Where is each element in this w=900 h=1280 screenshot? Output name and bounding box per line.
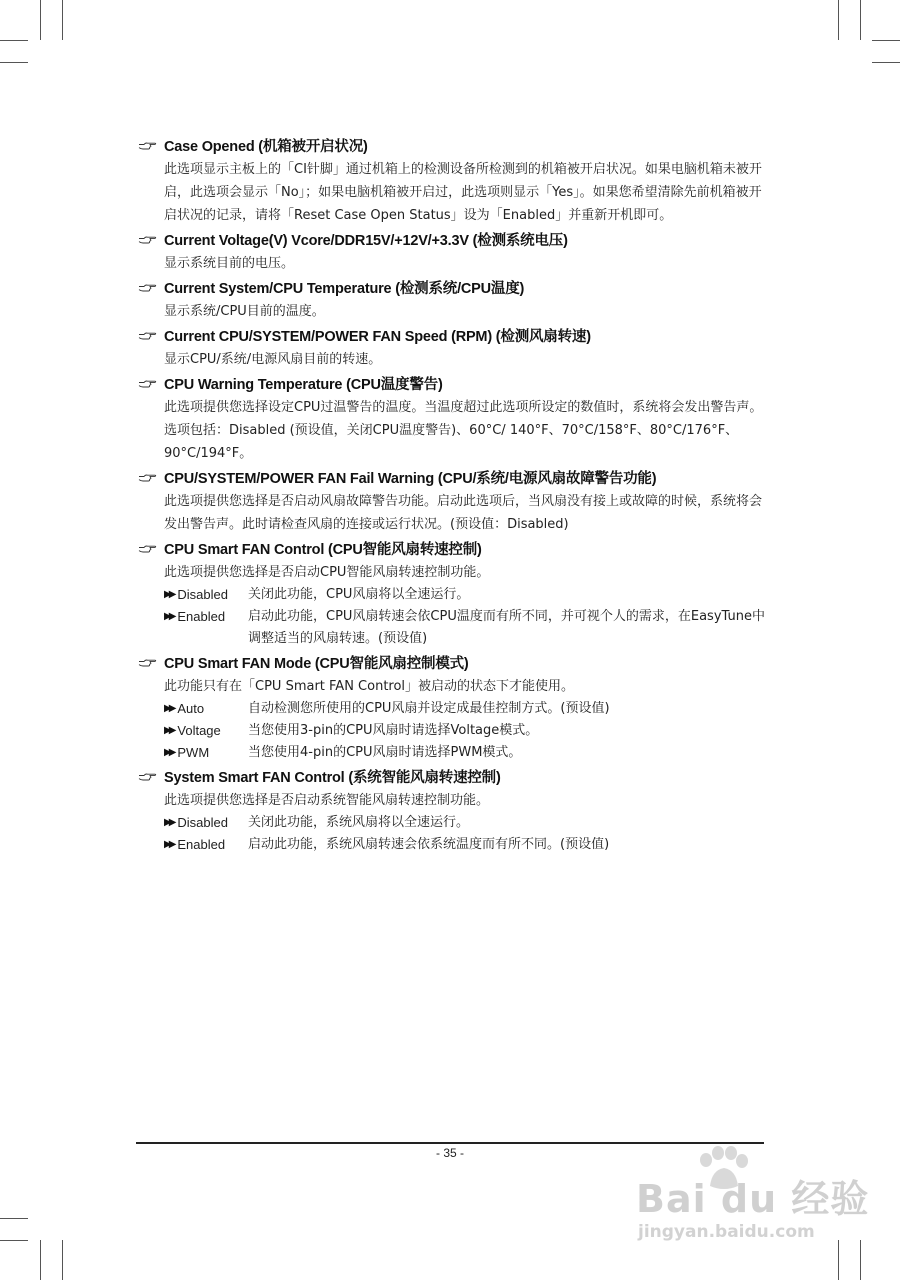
pointing-hand-icon <box>138 283 164 293</box>
crop-mark <box>62 1240 63 1280</box>
option-key <box>164 742 248 764</box>
option-row <box>164 606 766 650</box>
setting-heading <box>138 275 766 300</box>
setting-body <box>138 561 766 650</box>
option-description: 关闭此功能，CPU风扇将以全速运行。 <box>248 587 470 602</box>
option-key <box>164 720 248 742</box>
crop-mark <box>40 1240 41 1280</box>
setting-body <box>138 348 766 371</box>
setting-body <box>138 675 766 764</box>
document-content <box>138 133 766 856</box>
setting-heading <box>138 323 766 348</box>
option-key-label: Disabled <box>177 815 228 830</box>
setting-heading-text: Current CPU/SYSTEM/POWER FAN Speed (RPM) (检测风扇转速) <box>164 329 591 345</box>
setting-heading <box>138 650 766 675</box>
setting-heading-text: CPU/SYSTEM/POWER FAN Fail Warning (CPU/系统/电源风扇故障警告功能) <box>164 471 657 487</box>
option-key-label: Auto <box>177 701 205 716</box>
crop-mark <box>838 0 839 40</box>
pointing-hand-icon <box>138 658 164 668</box>
crop-mark <box>0 1240 28 1241</box>
setting-description: 此选项提供您选择设定CPU过温警告的温度。当温度超过此选项所设定的数值时，系统将会发出警告声。选项包括：Disabled (预设值，关闭CPU温度警告)、60°C/ 140°F、70°C/158°F、80°C/176°F、90°C/194°F。 <box>164 400 763 461</box>
option-key-label: PWM <box>177 745 210 760</box>
setting-description: 此选项提供您选择是否启动CPU智能风扇转速控制功能。 <box>164 565 490 580</box>
setting-heading-text: Case Opened (机箱被开启状况) <box>164 139 368 155</box>
crop-mark <box>40 0 41 40</box>
pointing-hand-icon <box>138 141 164 151</box>
option-row <box>164 812 766 834</box>
setting-heading <box>138 536 766 561</box>
pointing-hand-icon <box>138 379 164 389</box>
setting-heading <box>138 371 766 396</box>
setting-body <box>138 396 766 465</box>
setting-section <box>138 764 766 856</box>
setting-section <box>138 465 766 536</box>
setting-heading <box>138 133 766 158</box>
setting-heading-text: CPU Smart FAN Control (CPU智能风扇转速控制) <box>164 542 482 558</box>
setting-description: 此选项提供您选择是否启动系统智能风扇转速控制功能。 <box>164 793 490 808</box>
setting-body <box>138 490 766 536</box>
double-arrow-icon: ▶▶ <box>164 589 174 600</box>
option-key <box>164 812 248 834</box>
double-arrow-icon: ▶▶ <box>164 747 174 758</box>
setting-description: 显示系统目前的电压。 <box>164 256 295 271</box>
option-key-label: Disabled <box>177 587 228 602</box>
watermark-logo: Bai du 经验 <box>636 1177 870 1221</box>
setting-heading-text: CPU Warning Temperature (CPU温度警告) <box>164 377 443 393</box>
option-row <box>164 584 766 606</box>
option-key <box>164 606 248 628</box>
double-arrow-icon: ▶▶ <box>164 817 174 828</box>
option-row <box>164 720 766 742</box>
option-key <box>164 584 248 606</box>
setting-body <box>138 252 766 275</box>
crop-mark <box>62 0 63 40</box>
setting-section <box>138 650 766 764</box>
double-arrow-icon: ▶▶ <box>164 611 174 622</box>
crop-mark <box>0 40 28 41</box>
setting-description: 此功能只有在「CPU Smart FAN Control」被启动的状态下才能使用。 <box>164 679 575 694</box>
option-key-label: Enabled <box>177 837 226 852</box>
option-key-label: Enabled <box>177 609 226 624</box>
pointing-hand-icon <box>138 544 164 554</box>
double-arrow-icon: ▶▶ <box>164 839 174 850</box>
setting-body <box>138 789 766 856</box>
double-arrow-icon: ▶▶ <box>164 703 174 714</box>
setting-heading <box>138 764 766 789</box>
option-description: 当您使用4-pin的CPU风扇时请选择PWM模式。 <box>248 745 522 760</box>
setting-description: 显示CPU/系统/电源风扇目前的转速。 <box>164 352 382 367</box>
crop-mark <box>0 1218 28 1219</box>
option-row <box>164 742 766 764</box>
double-arrow-icon: ▶▶ <box>164 725 174 736</box>
setting-heading-text: Current System/CPU Temperature (检测系统/CPU温度) <box>164 281 525 297</box>
setting-heading <box>138 465 766 490</box>
setting-heading-text: CPU Smart FAN Mode (CPU智能风扇控制模式) <box>164 656 469 672</box>
pointing-hand-icon <box>138 331 164 341</box>
setting-description: 此选项显示主板上的「CI针脚」通过机箱上的检测设备所检测到的机箱被开启状况。如果电脑机箱未被开启，此选项会显示「No」；如果电脑机箱被开启过，此选项则显示「Yes」。如果您希望清除先前机箱被开启状况的记录，请将「Reset Case Open Status」设为「Enabled」并重新开机即可。 <box>164 162 762 223</box>
crop-mark <box>872 62 900 63</box>
option-description: 启动此功能，CPU风扇转速会依CPU温度而有所不同，并可视个人的需求，在EasyTune中调整适当的风扇转速。(预设值) <box>248 609 765 646</box>
setting-section <box>138 133 766 227</box>
crop-mark <box>860 0 861 40</box>
option-description: 启动此功能，系统风扇转速会依系统温度而有所不同。(预设值) <box>248 837 610 852</box>
pointing-hand-icon <box>138 473 164 483</box>
setting-heading-text: System Smart FAN Control (系统智能风扇转速控制) <box>164 770 501 786</box>
option-row <box>164 698 766 720</box>
pointing-hand-icon <box>138 772 164 782</box>
option-key <box>164 698 248 720</box>
setting-section <box>138 323 766 371</box>
setting-section <box>138 275 766 323</box>
page-number: - 35 - <box>435 1146 464 1160</box>
setting-section <box>138 536 766 650</box>
crop-mark <box>872 40 900 41</box>
crop-mark <box>0 62 28 63</box>
setting-section <box>138 371 766 465</box>
option-key <box>164 834 248 856</box>
setting-description: 此选项提供您选择是否启动风扇故障警告功能。启动此选项后，当风扇没有接上或故障的时候，系统将会发出警告声。此时请检查风扇的连接或运行状况。(预设值：Disabled) <box>164 494 763 532</box>
option-description: 自动检测您所使用的CPU风扇并设定成最佳控制方式。(预设值) <box>248 701 610 716</box>
baidu-watermark <box>628 1140 878 1260</box>
setting-heading <box>138 227 766 252</box>
setting-body <box>138 158 766 227</box>
setting-section <box>138 227 766 275</box>
setting-description: 显示系统/CPU目前的温度。 <box>164 304 325 319</box>
option-key-label: Voltage <box>177 723 221 738</box>
setting-heading-text: Current Voltage(V) Vcore/DDR15V/+12V/+3.3V (检测系统电压) <box>164 233 568 249</box>
option-description: 当您使用3-pin的CPU风扇时请选择Voltage模式。 <box>248 723 539 738</box>
setting-body <box>138 300 766 323</box>
option-description: 关闭此功能，系统风扇将以全速运行。 <box>248 815 470 830</box>
pointing-hand-icon <box>138 235 164 245</box>
watermark-url: jingyan.baidu.com <box>638 1222 815 1242</box>
option-row <box>164 834 766 856</box>
